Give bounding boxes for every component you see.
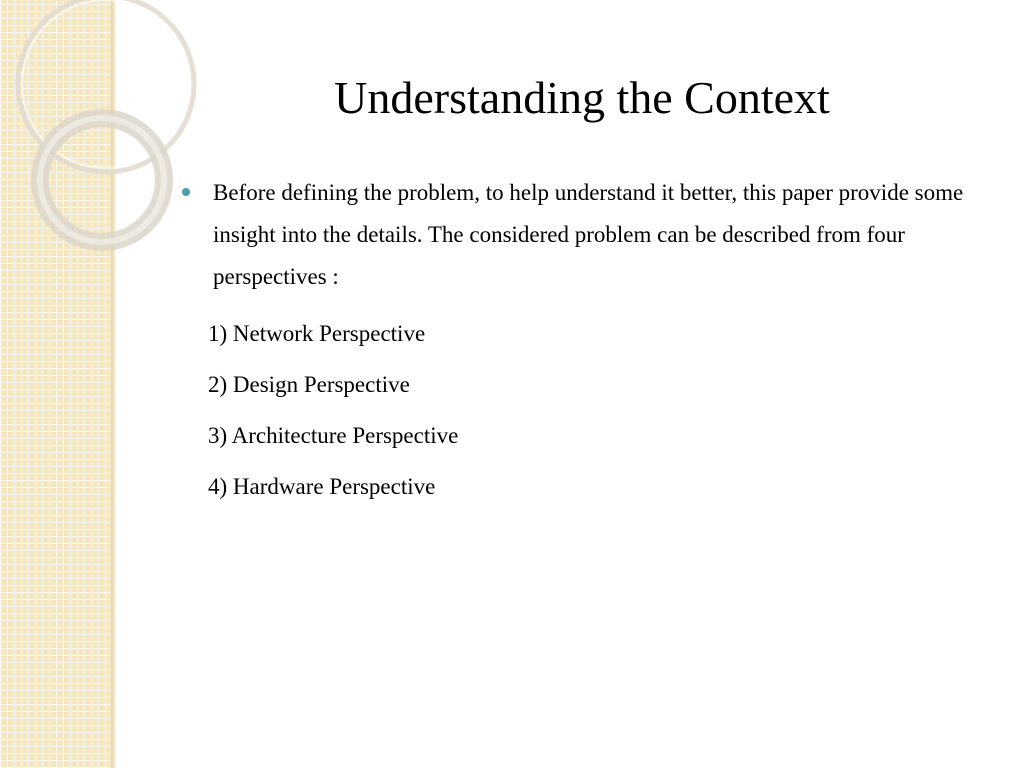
bullet-text: Before defining the problem, to help understand it better, this paper provide some insight into the details. The considered problem can be described from four perspectives : [213, 180, 964, 289]
perspective-item-hardware: 4) Hardware Perspective [208, 474, 436, 499]
perspective-item-architecture: 3) Architecture Perspective [208, 423, 459, 448]
perspective-item-design: 2) Design Perspective [208, 372, 410, 397]
slide-title: Understanding the Context [334, 72, 830, 123]
perspective-item-network: 1) Network Perspective [208, 321, 426, 346]
bullet-dot-icon [182, 188, 190, 196]
perspective-list [208, 308, 908, 512]
small-ring-highlight [40, 118, 164, 242]
decorative-rings-icon [0, 0, 200, 260]
